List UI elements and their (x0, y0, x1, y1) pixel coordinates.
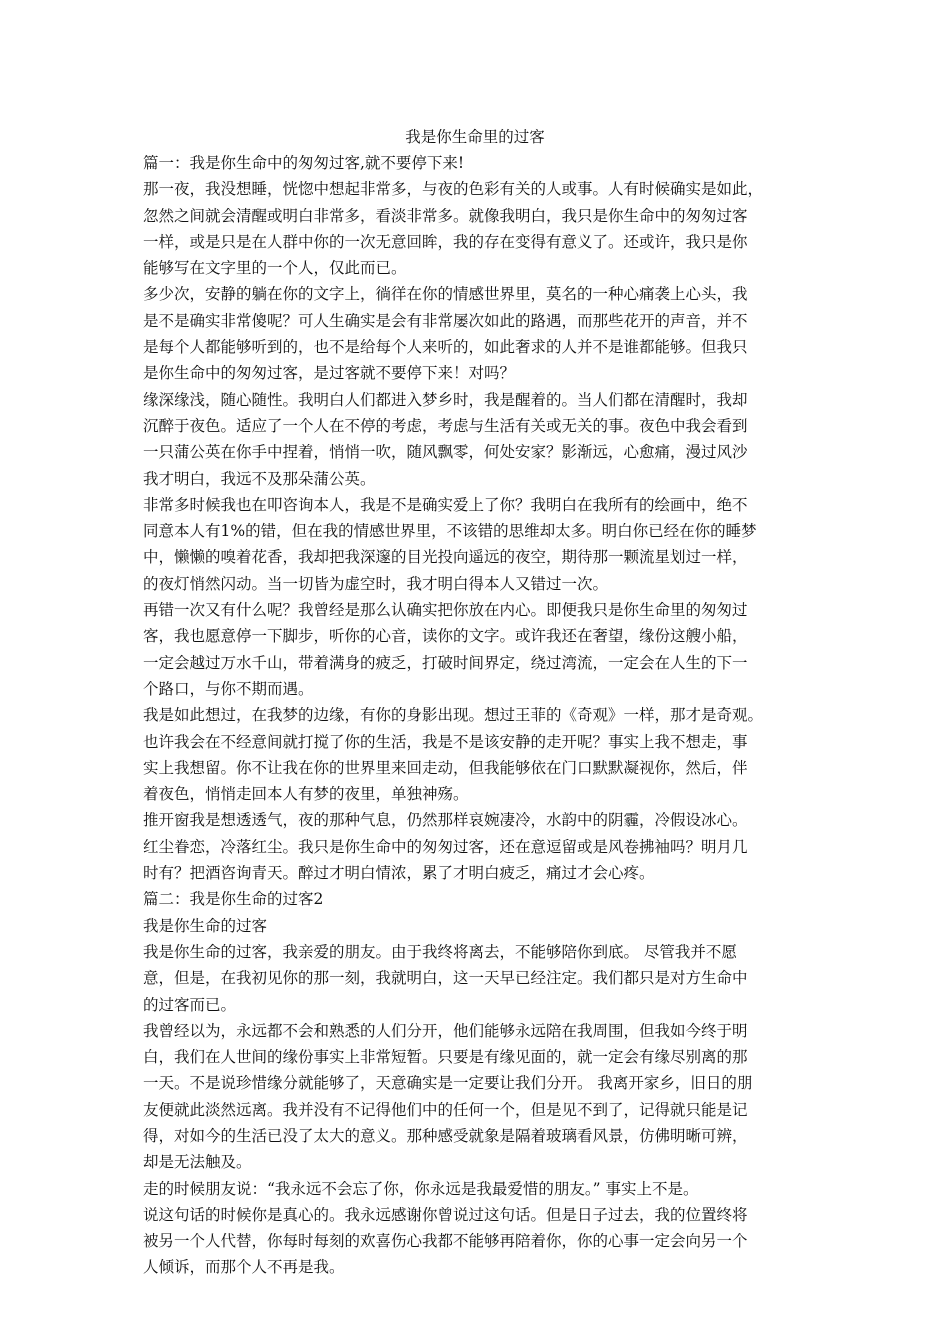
text-line: 多少次，安静的躺在你的文字上，徜徉在你的情感世界里，莫名的一种心痛袭上心头，我 (143, 285, 748, 304)
text-line: 客，我也愿意停一下脚步，听你的心音，读你的文字。或许我还在奢望，缘份这艘小船， (143, 627, 748, 646)
document-title: 我是你生命里的过客 (405, 128, 545, 146)
text-line: 红尘眷恋，冷落红尘。我只是你生命中的匆匆过客，还在意逗留或是风卷拂袖吗？明月几 (143, 837, 748, 856)
text-line: 再错一次又有什么呢？我曾经是那么认确实把你放在内心。即便我只是你生命里的匆匆过 (143, 601, 748, 620)
text-line: 沉醉于夜色。适应了一个人在不停的考虑，考虑与生活有关或无关的事。夜色中我会看到 (143, 416, 748, 435)
text-line: 却是无法触及。 (143, 1153, 252, 1172)
text-line: 推开窗我是想透透气，夜的那种气息，仍然那样哀婉凄冷，水韵中的阴霾，冷假设冰心。 (143, 811, 748, 830)
text-line: 是每个人都能够听到的，也不是给每个人来听的，如此奢求的人并不是谁都能够。但我只 (143, 338, 748, 357)
text-line: 一定会越过万水千山，带着满身的疲乏，打破时间界定，绕过湾流，一定会在人生的下一 (143, 653, 748, 672)
text-line: 中，懒懒的嗅着花香，我却把我深邃的目光投向遥远的夜空，期待那一颗流星划过一样， (143, 548, 748, 567)
text-line: 一只蒲公英在你手中捏着，悄悄一吹，随风飘零，何处安家？影渐远，心愈痛，漫过风沙 (143, 443, 748, 462)
text-line: 同意本人有1%的错，但在我的情感世界里，不该错的思维却太多。明白你已经在你的睡梦 (143, 522, 757, 541)
text-line: 人倾诉，而那个人不再是我。 (143, 1258, 345, 1277)
text-line: 的夜灯悄然闪动。当一切皆为虚空时，我才明白得本人又错过一次。 (143, 574, 609, 593)
text-line: 我曾经以为，永远都不会和熟悉的人们分开，他们能够永远陪在我周围，但我如今终于明 (143, 1021, 748, 1040)
text-line: 一天。不是说珍惜缘分就能够了，天意确实是一定要让我们分开。 我离开家乡，旧日的朋 (143, 1074, 753, 1093)
text-line: 被另一个人代替，你每时每刻的欢喜伤心我都不能够再陪着你，你的心事一定会向另一个 (143, 1232, 748, 1251)
text-line: 说这句话的时候你是真心的。我永远感谢你曾说过这句话。但是日子过去，我的位置终将 (143, 1205, 748, 1224)
text-line: 能够写在文字里的一个人，仅此而已。 (143, 259, 407, 278)
text-line: 走的时候朋友说：“我永远不会忘了你，你永远是我最爱惜的朋友。” 事实上不是。 (143, 1179, 699, 1198)
text-line: 缘深缘浅，随心随性。我明白人们都进入梦乡时，我是醒着的。当人们都在清醒时，我却 (143, 390, 748, 409)
text-line: 得，对如今的生活已没了太大的意义。那种感受就象是隔着玻璃看风景，仿佛明晰可辨， (143, 1126, 748, 1145)
text-line: 篇一：我是你生命中的匆匆过客,就不要停下来! (143, 154, 465, 172)
text-line: 我是如此想过，在我梦的边缘，有你的身影出现。想过王菲的《奇观》一样，那才是奇观。 (143, 706, 764, 725)
text-line: 忽然之间就会清醒或明白非常多，看淡非常多。就像我明白，我只是你生命中的匆匆过客 (143, 206, 748, 225)
text-line: 我是你生命的过客 (143, 916, 268, 935)
text-line: 白，我们在人世间的缘份事实上非常短暂。只要是有缘见面的，就一定会有缘尽别离的那 (143, 1048, 748, 1067)
text-line: 那一夜，我没想睡，恍惚中想起非常多，与夜的色彩有关的人或事。人有时候确实是如此， (143, 180, 764, 199)
text-line: 我是你生命的过客，我亲爱的朋友。由于我终将离去，不能够陪你到底。 尽管我并不愿 (143, 942, 737, 961)
text-line: 个路口，与你不期而遇。 (143, 679, 314, 698)
text-line: 实上我想留。你不让我在你的世界里来回走动，但我能够依在门口默默凝视你，然后，伴 (143, 758, 748, 777)
text-line: 非常多时候我也在叩咨询本人，我是不是确实爱上了你？我明白在我所有的绘画中，绝不 (143, 495, 748, 514)
text-line: 是你生命中的匆匆过客，是过客就不要停下来！对吗？ (143, 364, 516, 383)
text-line: 我才明白，我远不及那朵蒲公英。 (143, 469, 376, 488)
text-line: 友便就此淡然远离。我并没有不记得他们中的任何一个，但是见不到了，记得就只能是记 (143, 1100, 748, 1119)
text-line: 篇二：我是你生命的过客2 (143, 890, 324, 909)
text-line: 意，但是，在我初见你的那一刻，我就明白，这一天早已经注定。我们都只是对方生命中 (143, 969, 748, 988)
text-line: 一样，或是只是在人群中你的一次无意回眸，我的存在变得有意义了。还或许，我只是你 (143, 232, 748, 251)
text-line: 是不是确实非常傻呢？可人生确实是会有非常屡次如此的路遇，而那些花开的声音，并不 (143, 311, 748, 330)
text-line: 时有？把酒咨询青天。醉过才明白情浓，累了才明白疲乏，痛过才会心疼。 (143, 864, 655, 883)
text-line: 着夜色，悄悄走回本人有梦的夜里，单独神殇。 (143, 785, 469, 804)
document-body (143, 150, 823, 1281)
text-line: 的过客而已。 (143, 995, 237, 1014)
text-line: 也许我会在不经意间就打搅了你的生活，我是不是该安静的走开呢？事实上我不想走，事 (143, 732, 748, 751)
